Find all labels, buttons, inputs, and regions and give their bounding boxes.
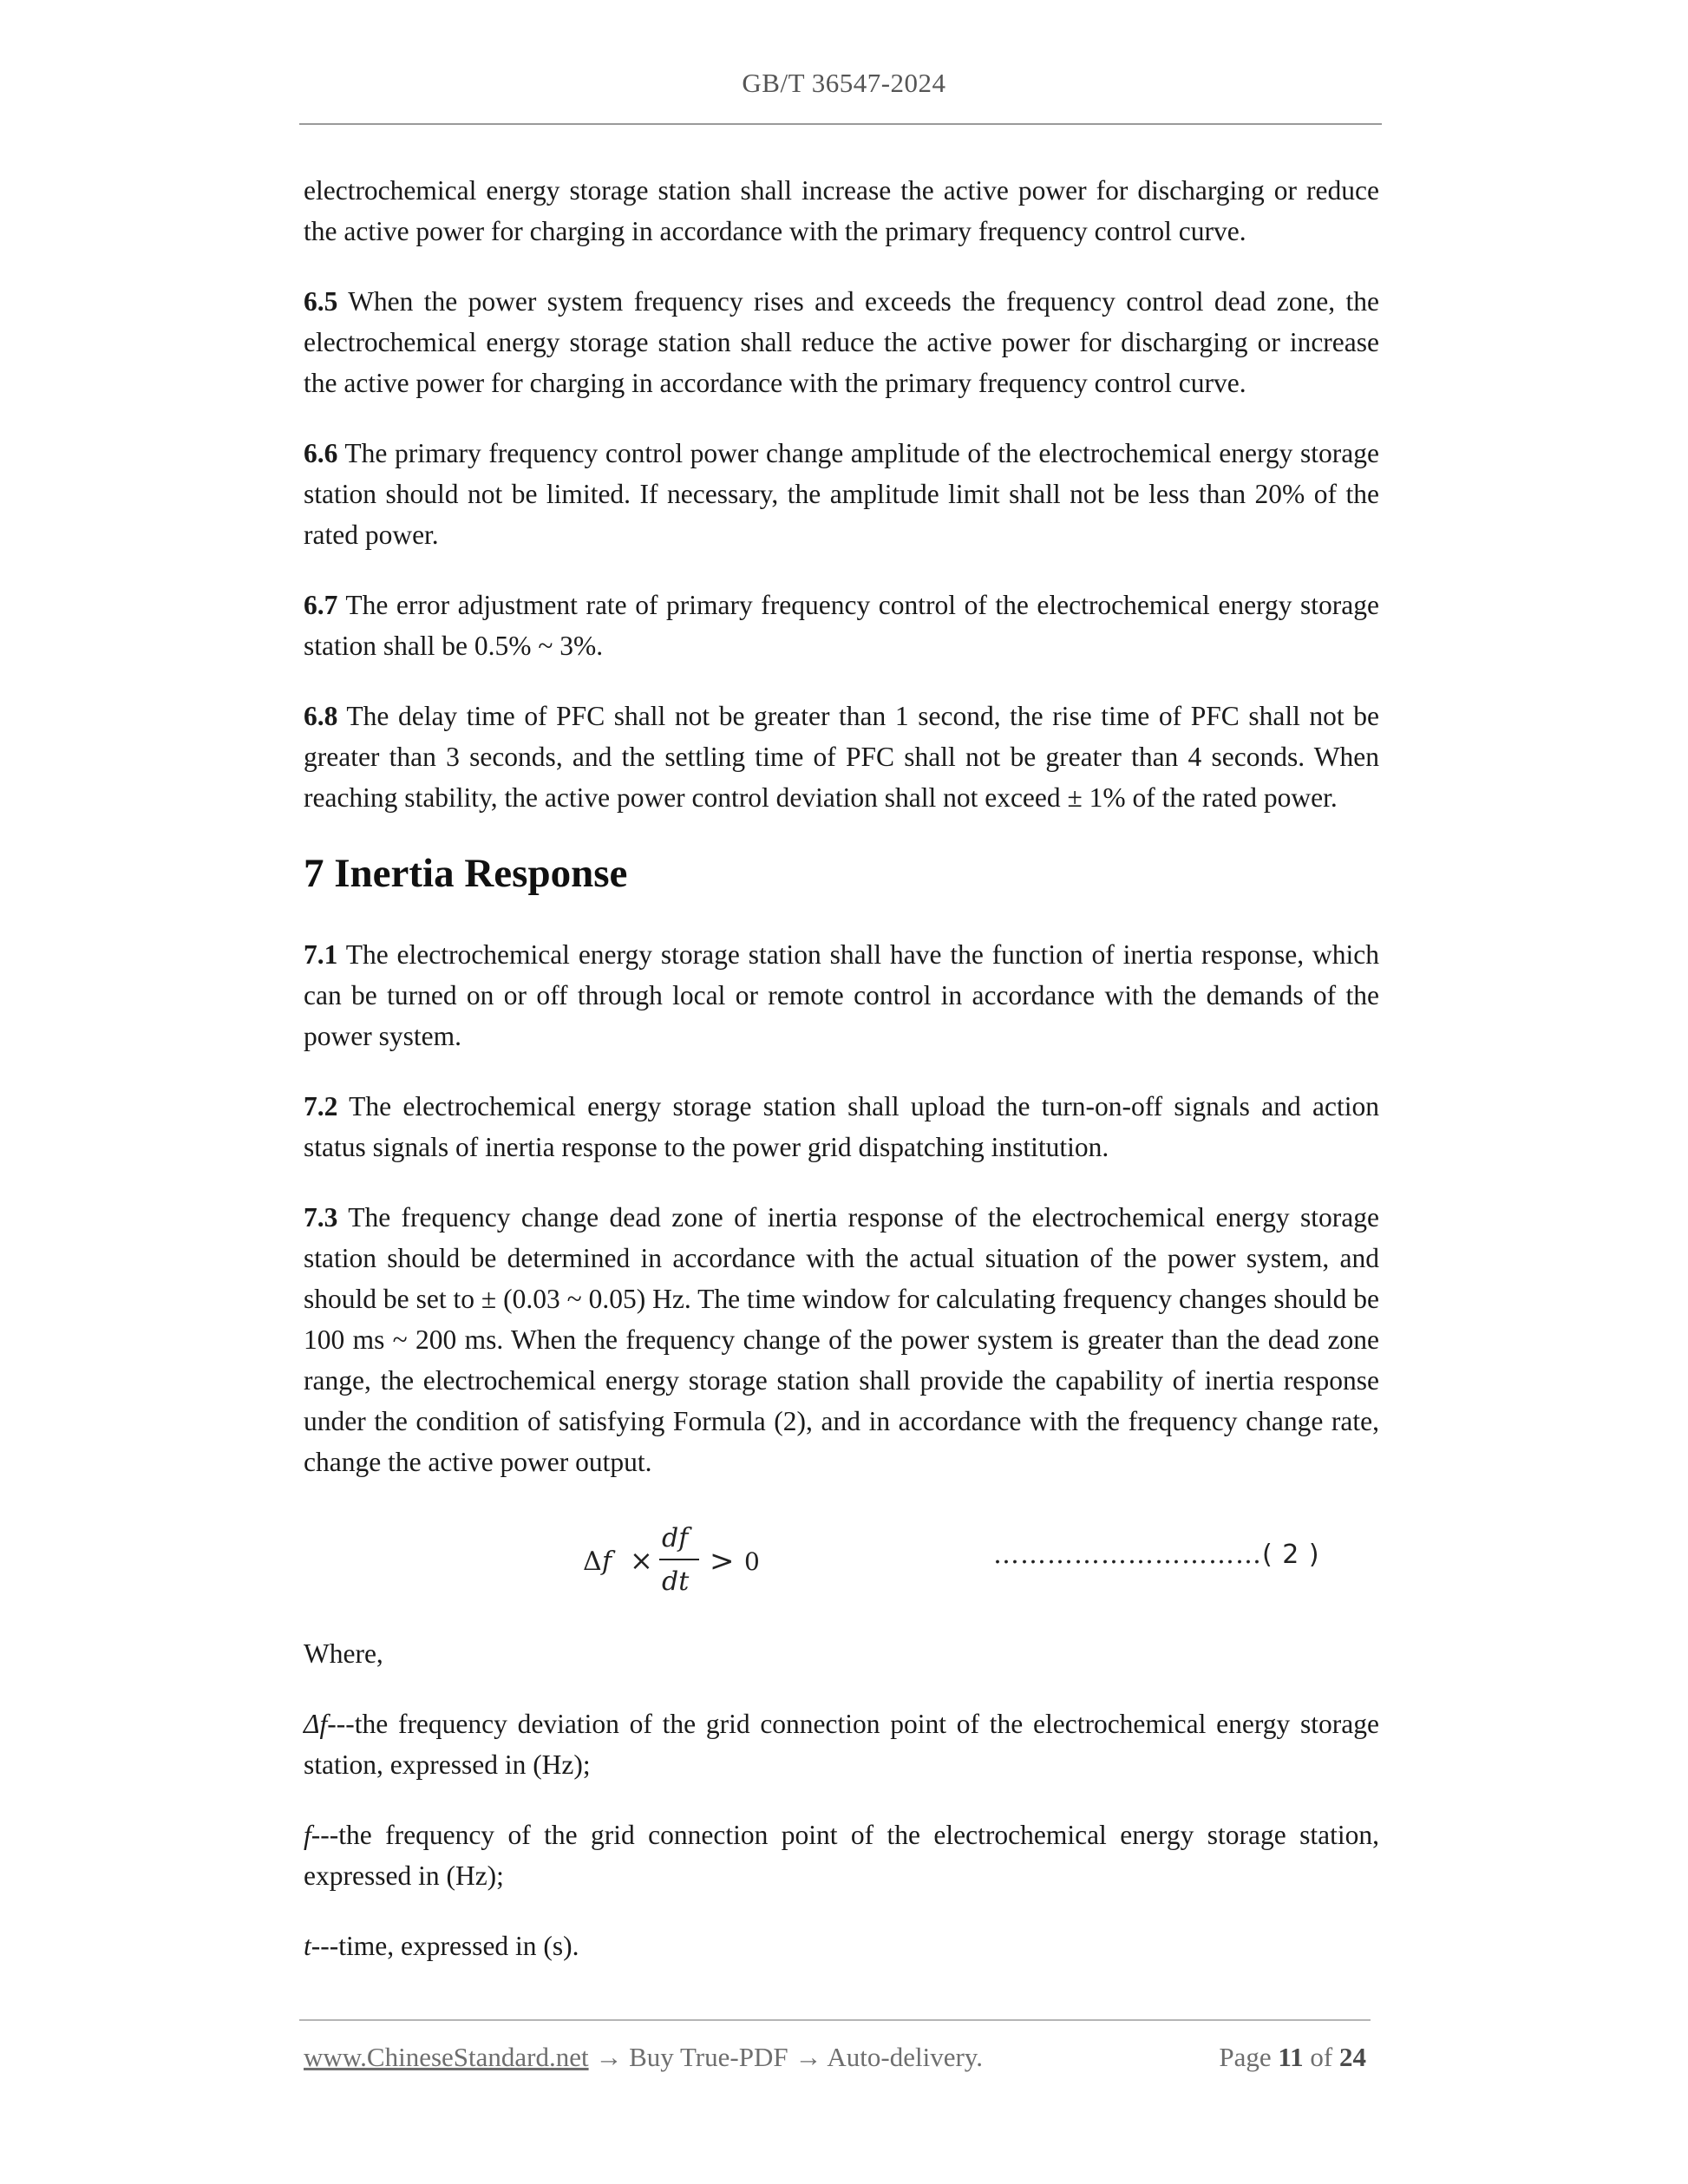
formula-zero: 0 [744,1547,760,1576]
page-total: 24 [1339,2042,1366,2072]
page-word: Page [1219,2042,1272,2072]
clause-number: 7.3 [304,1202,338,1233]
website-link[interactable]: www.ChineseStandard.net [304,2042,589,2072]
definition-term: t [304,1931,311,1961]
clause-number: 6.6 [304,438,338,468]
definition-text: ---the frequency of the grid connection point of the electrochemical energy storage station, expressed in (Hz); [304,1820,1379,1891]
clause-text: The electrochemical energy storage station shall upload the turn-on-off signals and action status signals of inertia response to the power grid dispatching institution. [304,1091,1379,1162]
definition-text: ---the frequency deviation of the grid connection point of the electrochemical energy storage station, expressed in (Hz); [304,1709,1379,1780]
formula-leader [993,1540,1320,1570]
clause-6-8 [304,696,1379,818]
clause-number: 7.2 [304,1091,338,1121]
clause-number: 6.8 [304,701,338,731]
footer-divider [299,2019,1371,2021]
clause-number: 6.7 [304,590,338,620]
clause-6-7 [304,585,1379,666]
formula-number: ( 2 ) [1262,1540,1320,1570]
formula-numerator: df [662,1523,689,1553]
arrow-icon: → [788,2042,828,2072]
where-label: Where, [304,1638,383,1669]
clause-7-1 [304,934,1379,1056]
definition-term: f [304,1820,311,1850]
formula-row [304,1512,1379,1607]
definition-text: ---time, expressed in (s). [311,1931,579,1961]
continued-paragraph: electrochemical energy storage station shall increase the active power for discharging or reduce the active power for charging in accordance with the primary frequency control curve. [304,175,1379,246]
clause-text: The frequency change dead zone of inertia response of the electrochemical energy storage station should be determined in accordance with the actual situation of the power system, and should be set to ± (0.03 ~ 0.05) Hz. The time window for calculating frequency changes should be 100 ms ~ 200 ms. When the frequency change of the power system is greater than the dead zone range, the electrochemical energy storage station shall provide the capability of inertia response under the condition of satisfying Formula (2), and in accordance with the frequency change rate, change the active power output. [304,1202,1379,1477]
clause-text: The primary frequency control power change amplitude of the electrochemical energy storage station should not be limited. If necessary, the amplitude limit shall not be less than 20% of the rated power. [304,438,1379,550]
page-current: 11 [1278,2042,1304,2072]
clause-7-2 [304,1086,1379,1167]
page-header-title: GB/T 36547-2024 [742,68,946,98]
formula-denominator: dt [662,1566,690,1597]
formula-f: f [602,1546,612,1577]
buy-text: Buy True-PDF [629,2042,788,2072]
page-footer [304,2040,1371,2075]
definition-f [304,1815,1379,1896]
formula-times: × [630,1544,653,1577]
clause-7-3 [304,1197,1379,1482]
clause-text: When the power system frequency rises and exceeds the frequency control dead zone, the electrochemical energy storage station shall reduce the active power for discharging or increase the active power for charging in accordance with the primary frequency control curve. [304,286,1379,398]
clause-text: The delay time of PFC shall not be greater than 1 second, the rise time of PFC shall not be greater than 3 seconds, and the settling time of PFC shall not be greater than 4 seconds. When reaching stability, the active power control deviation shall not exceed ± 1% of the rated power. [304,701,1379,813]
document-body [304,170,1379,1996]
formula-2 [581,1512,807,1607]
definition-term: Δf [304,1709,328,1739]
definition-t [304,1926,1379,1966]
formula-delta: Δ [583,1546,602,1577]
clause-text: The error adjustment rate of primary frequency control of the electrochemical energy storage station shall be 0.5% ~ 3%. [304,590,1379,661]
clause-text: The electrochemical energy storage station shall have the function of inertia response, which can be turned on or off through local or remote control in accordance with the demands of the power system. [304,939,1379,1051]
definition-delta-f [304,1703,1379,1785]
formula-dots: ………………………… [993,1540,1262,1570]
arrow-icon: → [588,2042,630,2072]
clause-number: 7.1 [304,939,338,970]
header-divider [299,123,1382,125]
page-indicator [1219,2040,1366,2075]
of-word: of [1310,2042,1333,2072]
section-heading: 7 Inertia Response [304,851,628,896]
delivery-text: Auto-delivery. [827,2042,984,2072]
clause-6-5 [304,281,1379,403]
clause-6-6 [304,433,1379,555]
formula-gt: > [710,1544,735,1579]
clause-number: 6.5 [304,286,338,317]
